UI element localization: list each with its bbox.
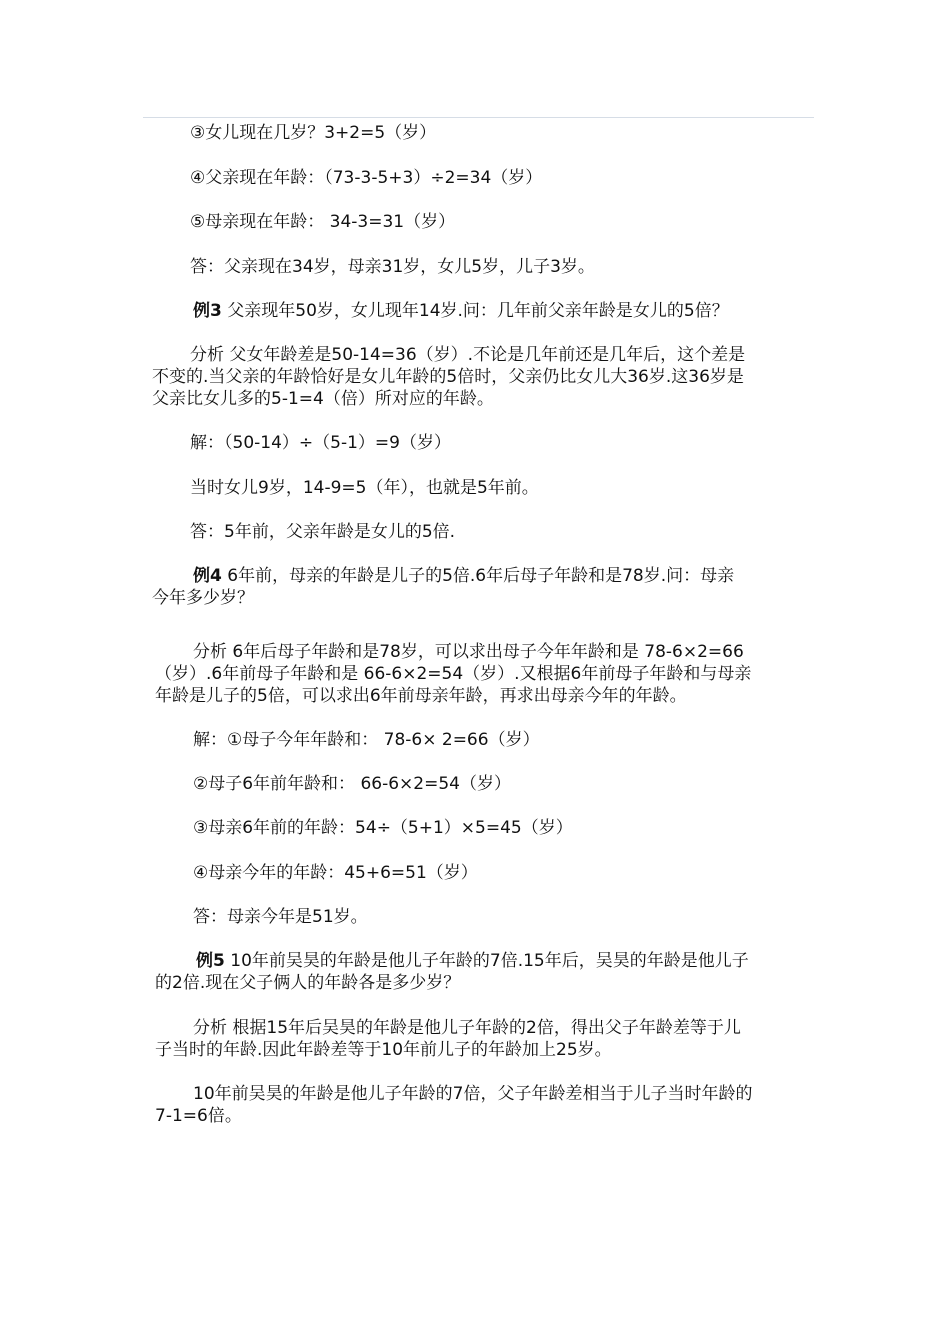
text-line: 当时女儿9岁，14-9=5（年），也就是5年前。: [190, 478, 539, 498]
text-line: ⑤母亲现在年龄： 34-3=31（岁）: [190, 212, 456, 232]
text-line: 父亲现年50岁，女儿现年14岁.问：几年前父亲年龄是女儿的5倍？: [227, 301, 729, 321]
text-line: ④父亲现在年龄：（73-3-5+3）÷2=34（岁）: [190, 168, 543, 188]
text-line: 分析 6年后母子年龄和是78岁，可以求出母子今年年龄和是 78-6×2=66: [193, 642, 744, 662]
text-line: 不变的.当父亲的年龄恰好是女儿年龄的5倍时，父亲仍比女儿大36岁.这36岁是: [152, 367, 744, 387]
example-5-question: [196, 950, 749, 972]
example-3-question: [193, 300, 729, 322]
text-line: ④母亲今年的年龄：45+6=51（岁）: [193, 863, 478, 883]
example-label: 例5: [196, 951, 225, 971]
text-line: 6年前，母亲的年龄是儿子的5倍.6年后母子年龄和是78岁.问：母亲: [227, 566, 735, 586]
text-line: 分析 根据15年后吴昊的年龄是他儿子年龄的2倍，得出父子年龄差等于儿: [193, 1018, 741, 1038]
text-line: 分析 父女年龄差是50-14=36（岁）.不论是几年前还是几年后，这个差是: [190, 345, 746, 365]
text-line: 父亲比女儿多的5-1=4（倍）所对应的年龄。: [152, 389, 494, 409]
text-line: 解：①母子今年年龄和： 78-6× 2=66（岁）: [193, 730, 540, 750]
text-line: 年龄是儿子的5倍，可以求出6年前母亲年龄，再求出母亲今年的年龄。: [155, 686, 687, 706]
text-line: 答：5年前，父亲年龄是女儿的5倍.: [190, 522, 456, 542]
text-line: ③女儿现在几岁？3+2=5（岁）: [190, 123, 437, 143]
text-line: 10年前吴昊的年龄是他儿子年龄的7倍，父子年龄差相当于儿子当时年龄的: [193, 1084, 753, 1104]
example-4-question: [193, 565, 734, 587]
example-label: 例4: [193, 566, 222, 586]
text-line: 答：母亲今年是51岁。: [193, 907, 368, 927]
text-line: 的2倍.现在父子俩人的年龄各是多少岁？: [155, 973, 461, 993]
text-line: 今年多少岁？: [152, 588, 254, 608]
text-line: ②母子6年前年龄和： 66-6×2=54（岁）: [193, 774, 511, 794]
text-line: 解：（50-14）÷（5-1）=9（岁）: [190, 433, 451, 453]
text-line: 7-1=6倍。: [155, 1106, 242, 1126]
text-line: 答：父亲现在34岁，母亲31岁，女儿5岁，儿子3岁。: [190, 257, 595, 277]
top-divider: [143, 117, 814, 118]
example-label: 例3: [193, 301, 222, 321]
text-line: 子当时的年龄.因此年龄差等于10年前儿子的年龄加上25岁。: [155, 1040, 612, 1060]
text-line: ③母亲6年前的年龄：54÷（5+1）×5=45（岁）: [193, 818, 573, 838]
text-line: 10年前吴昊的年龄是他儿子年龄的7倍.15年后，吴昊的年龄是他儿子: [230, 951, 749, 971]
text-line: （岁）.6年前母子年龄和是 66-6×2=54（岁）.又根据6年前母子年龄和与母亲: [155, 664, 752, 684]
